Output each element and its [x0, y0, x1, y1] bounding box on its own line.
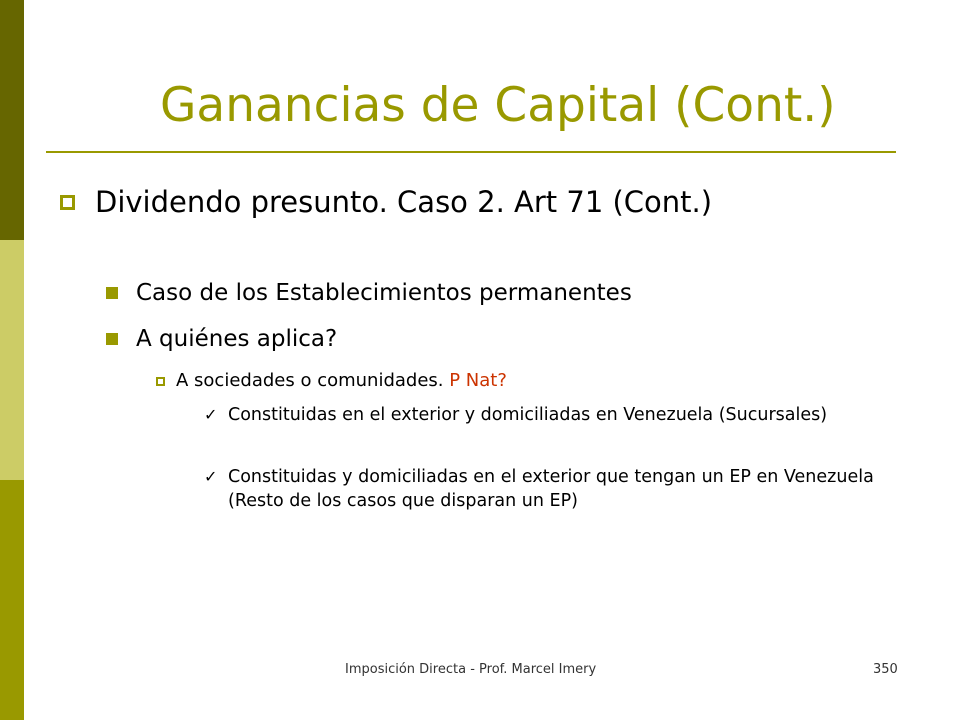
footer-text: Imposición Directa - Prof. Marcel Imery	[345, 662, 597, 677]
slide-title: Ganancias de Capital (Cont.)	[160, 78, 836, 133]
bullet-level3-sociedades	[156, 369, 876, 393]
title-divider	[46, 151, 896, 153]
bullet-text	[176, 369, 876, 393]
left-band-dark	[0, 0, 24, 240]
check-text: Constituidas y domiciliadas en el exterior que tengan un EP en Venezuela (Resto de los casos que disparan un EP)	[228, 467, 874, 511]
page-number: 350	[873, 662, 898, 677]
hollow-square-bullet-icon	[156, 377, 165, 386]
bullet-level2-aplica	[106, 324, 886, 354]
filled-square-bullet-icon	[106, 287, 118, 299]
bullet-level1	[60, 183, 860, 221]
bullet-text: A quiénes aplica?	[136, 326, 338, 352]
bullet-text: Dividendo presunto. Caso 2. Art 71 (Cont.)	[95, 185, 713, 219]
hollow-square-bullet-icon	[60, 195, 75, 210]
bullet-text: Caso de los Establecimientos permanentes	[136, 280, 632, 306]
check-text: Constituidas en el exterior y domiciliadas en Venezuela (Sucursales)	[228, 405, 828, 425]
bullet-text-main: A sociedades o comunidades.	[176, 370, 450, 391]
check-item-sucursales	[204, 403, 904, 427]
check-item-ep	[204, 465, 904, 513]
highlight-text: P Nat?	[449, 370, 507, 391]
left-band-mid	[0, 480, 24, 720]
left-band-light	[0, 240, 24, 480]
bullet-level2-establecimientos	[106, 278, 886, 308]
checkmark-icon: ✓	[204, 467, 218, 486]
checkmark-icon: ✓	[204, 405, 218, 424]
filled-square-bullet-icon	[106, 333, 118, 345]
